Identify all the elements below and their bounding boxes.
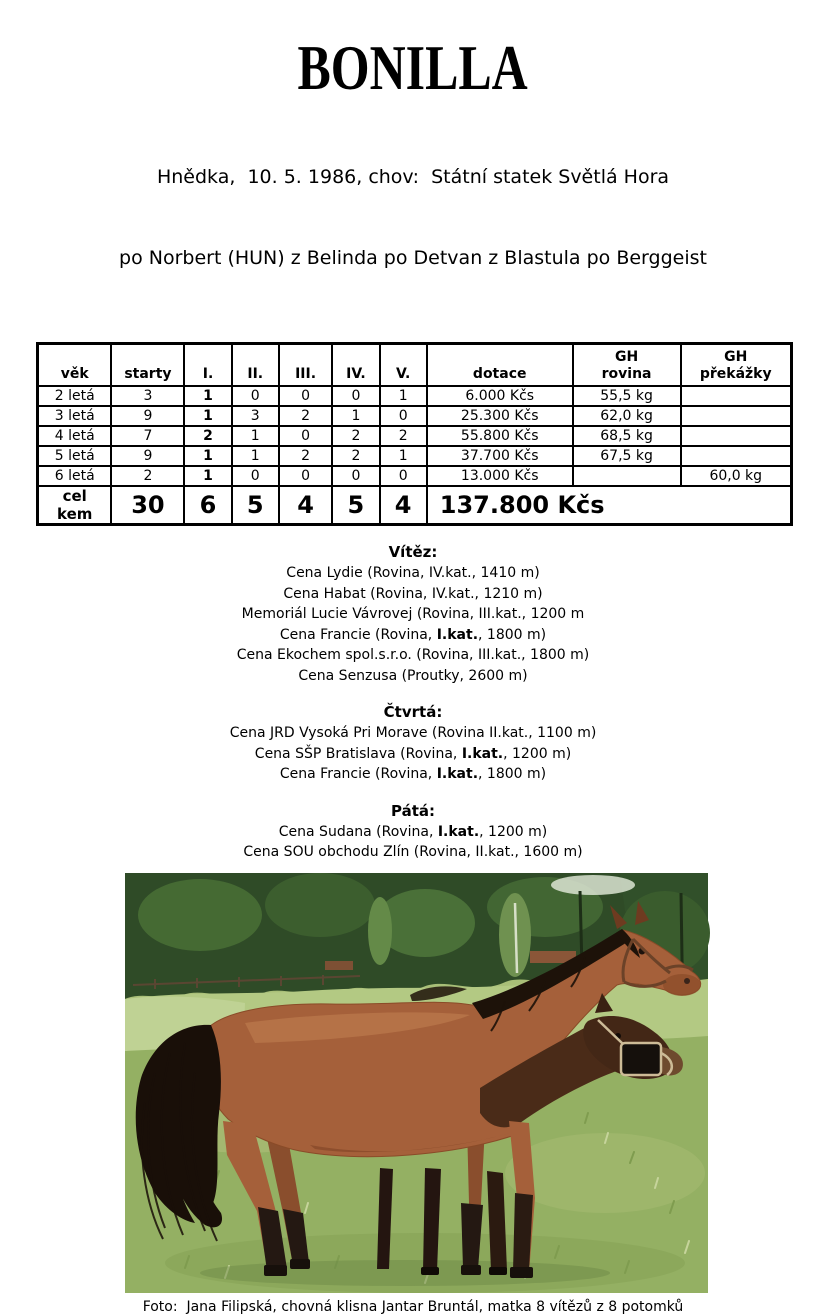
- cell-dotace: 55.800 Kčs: [427, 426, 573, 446]
- cell-place3: 0: [279, 426, 332, 446]
- cell-gh-rovina: 68,5 kg: [573, 426, 681, 446]
- cell-place4: 1: [332, 406, 379, 426]
- cell-place2: 1: [232, 426, 279, 446]
- cell-gh-prekazky: [681, 406, 792, 426]
- col-header-gh-prekazky: GH překážky: [681, 344, 792, 387]
- results-sections: [0, 541, 826, 863]
- cell-gh-prekazky: 60,0 kg: [681, 466, 792, 486]
- cell-place5: 0: [380, 406, 427, 426]
- cell-dotace: 13.000 Kčs: [427, 466, 573, 486]
- race-result: Memoriál Lucie Vávrovej (Rovina, III.kat., 1200 m: [241, 606, 585, 622]
- cell-place2: 0: [232, 386, 279, 406]
- cell-vek: 3 letá: [38, 406, 112, 426]
- cell-place2: 0: [232, 466, 279, 486]
- col-header-starty: starty: [111, 344, 184, 387]
- horse-description: [0, 110, 826, 326]
- race-result: Cena SŠP Bratislava (Rovina, I.kat., 1200 m): [254, 745, 572, 762]
- race-result: Cena Francie (Rovina, I.kat., 1800 m): [279, 626, 547, 643]
- cell-gh-prekazky: [681, 386, 792, 406]
- race-stats-table: [36, 342, 793, 526]
- horse-description-line1: Hnědka, 10. 5. 1986, chov: Státní statek Světlá Hora: [156, 166, 670, 188]
- total-place5: 4: [380, 486, 427, 525]
- race-result: Cena Habat (Rovina, IV.kat., 1210 m): [283, 585, 543, 602]
- col-header-place5: V.: [380, 344, 427, 387]
- col-header-place4: IV.: [332, 344, 379, 387]
- cell-starty: 9: [111, 446, 184, 466]
- document-page: [0, 32, 826, 1315]
- cell-place1: 2: [184, 426, 231, 446]
- total-label: cel kem: [38, 486, 112, 525]
- race-result: Cena Lydie (Rovina, IV.kat., 1410 m): [286, 565, 540, 581]
- cell-place2: 3: [232, 406, 279, 426]
- page-title: [0, 32, 826, 103]
- cell-gh-prekazky: [681, 426, 792, 446]
- cell-vek: 6 letá: [38, 466, 112, 486]
- cell-place4: 2: [332, 446, 379, 466]
- section-heading-fifth: Pátá:: [390, 801, 435, 820]
- section-heading-winner: Vítěz:: [388, 543, 438, 561]
- cell-place4: 2: [332, 426, 379, 446]
- cell-place3: 0: [279, 466, 332, 486]
- page-title-text: BONILLA: [297, 32, 529, 103]
- cell-vek: 5 letá: [38, 446, 112, 466]
- cell-place3: 2: [279, 406, 332, 426]
- cell-dotace: 6.000 Kčs: [427, 386, 573, 406]
- horse-photo-illustration: [125, 873, 708, 1293]
- cell-gh-prekazky: [681, 446, 792, 466]
- cell-starty: 7: [111, 426, 184, 446]
- cell-place1: 1: [184, 406, 231, 426]
- cell-dotace: 37.700 Kčs: [427, 446, 573, 466]
- cell-starty: 2: [111, 466, 184, 486]
- total-place4: 5: [332, 486, 379, 525]
- cell-place1: 1: [184, 466, 231, 486]
- col-header-place1: I.: [184, 344, 231, 387]
- race-result: Cena JRD Vysoká Pri Morave (Rovina II.kat., 1100 m): [229, 725, 597, 741]
- cell-place1: 1: [184, 386, 231, 406]
- photo-shed-small: [325, 961, 353, 970]
- table-row: [38, 406, 792, 426]
- foal-muzzle-guard: [621, 1043, 661, 1075]
- cell-gh-rovina: 62,0 kg: [573, 406, 681, 426]
- cell-gh-rovina: [573, 466, 681, 486]
- race-result: Cena Ekochem spol.s.r.o. (Rovina, III.kat., 1800 m): [236, 647, 590, 663]
- cell-place3: 0: [279, 386, 332, 406]
- col-header-dotace: dotace: [427, 344, 573, 387]
- col-header-place3: III.: [279, 344, 332, 387]
- race-result: Cena Francie (Rovina, I.kat., 1800 m): [279, 766, 547, 782]
- cell-place5: 2: [380, 426, 427, 446]
- cell-dotace: 25.300 Kčs: [427, 406, 573, 426]
- cell-place2: 1: [232, 446, 279, 466]
- table-total-row: [38, 486, 792, 525]
- photo-shadow: [200, 1260, 610, 1286]
- total-place2: 5: [232, 486, 279, 525]
- cell-place5: 1: [380, 446, 427, 466]
- race-result: Cena Senzusa (Proutky, 2600 m): [298, 667, 528, 684]
- race-result: Cena Sudana (Rovina, I.kat., 1200 m): [278, 823, 548, 840]
- cell-place4: 0: [332, 386, 379, 406]
- cell-gh-rovina: 67,5 kg: [573, 446, 681, 466]
- total-place3: 4: [279, 486, 332, 525]
- col-header-vek: věk: [38, 344, 112, 387]
- col-header-gh-rovina: GH rovina: [573, 344, 681, 387]
- cell-place1: 1: [184, 446, 231, 466]
- race-result: Cena SOU obchodu Zlín (Rovina, II.kat., 1600 m): [243, 844, 583, 860]
- cell-place5: 1: [380, 386, 427, 406]
- total-starty: 30: [111, 486, 184, 525]
- cell-starty: 9: [111, 406, 184, 426]
- horse-description-line2: po Norbert (HUN) z Belinda po Detvan z Blastula po Berggeist: [119, 247, 707, 269]
- cell-vek: 2 letá: [38, 386, 112, 406]
- table-row: [38, 446, 792, 466]
- cell-vek: 4 letá: [38, 426, 112, 446]
- horse-photo: [125, 873, 708, 1293]
- cell-place4: 0: [332, 466, 379, 486]
- cell-place3: 2: [279, 446, 332, 466]
- cell-place5: 0: [380, 466, 427, 486]
- table-header-row: [38, 344, 792, 387]
- table-row: [38, 386, 792, 406]
- table-row: [38, 466, 792, 486]
- section-heading-fourth: Čtvrtá:: [383, 703, 443, 721]
- cell-gh-rovina: 55,5 kg: [573, 386, 681, 406]
- total-dotace: 137.800 Kčs: [427, 486, 792, 525]
- total-place1: 6: [184, 486, 231, 525]
- cell-starty: 3: [111, 386, 184, 406]
- col-header-place2: II.: [232, 344, 279, 387]
- photo-caption: Foto: Jana Filipská, chovná klisna Jantar Bruntál, matka 8 vítězů z 8 potomků: [142, 1298, 684, 1315]
- table-row: [38, 426, 792, 446]
